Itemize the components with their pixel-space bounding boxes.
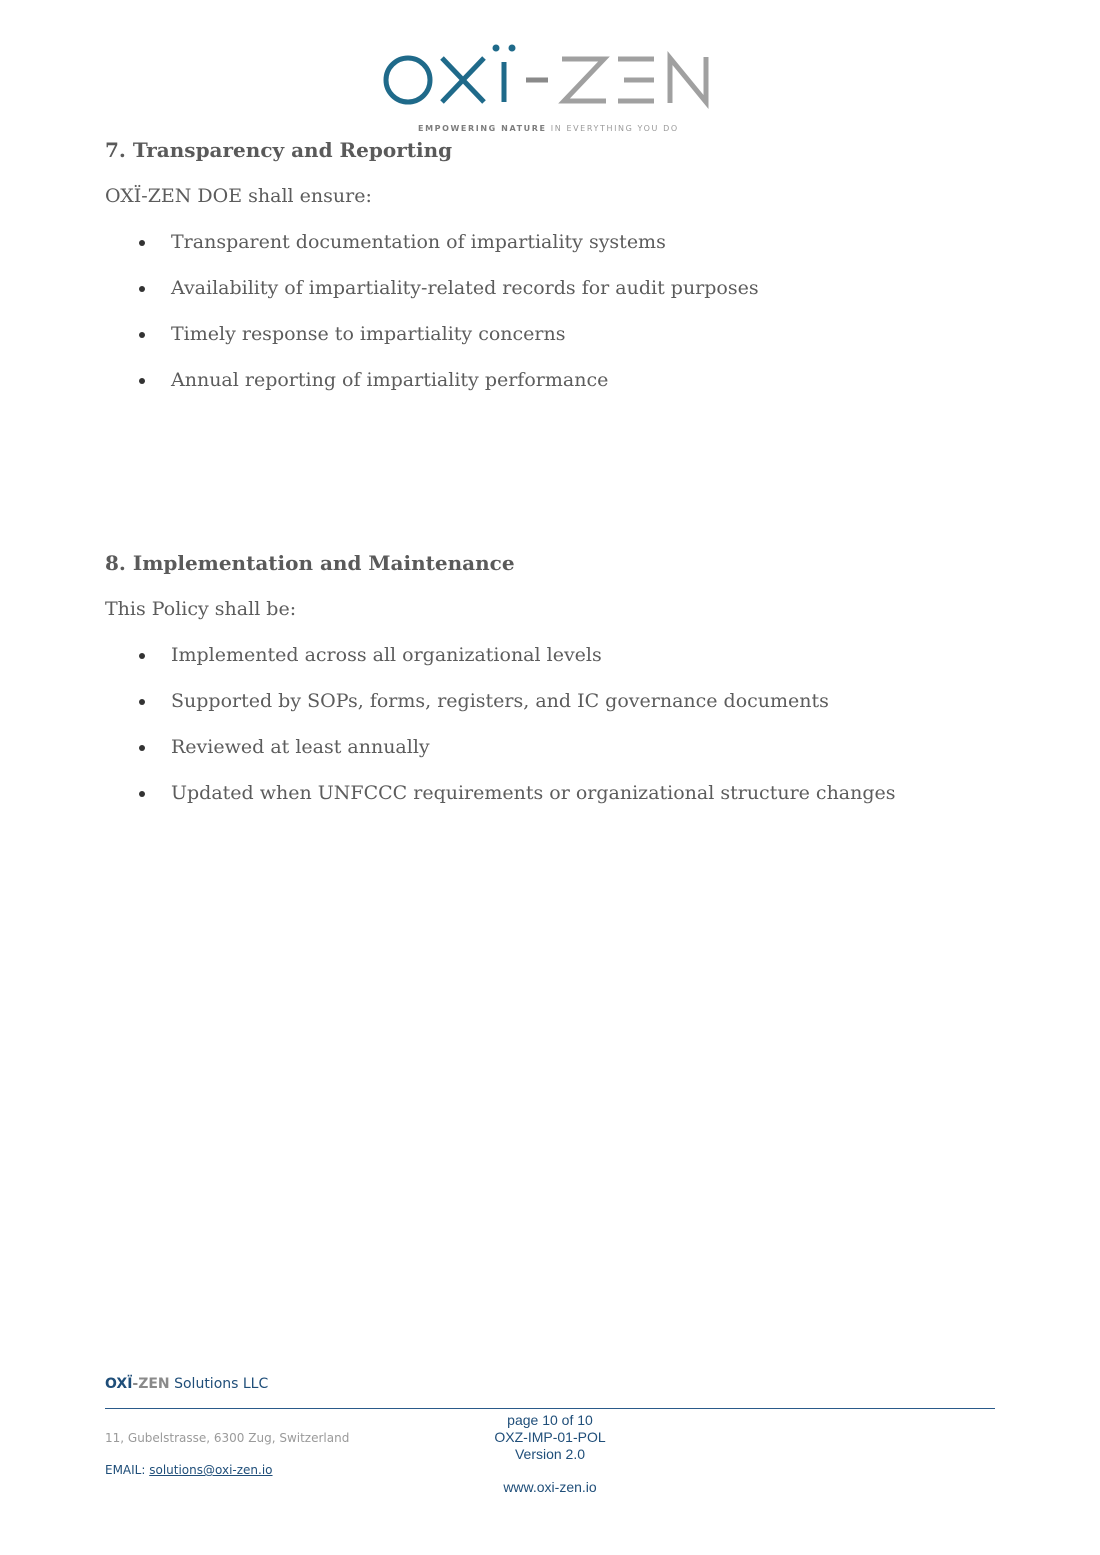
footer-company-name: OXÏ-ZEN Solutions LLC bbox=[105, 1376, 269, 1392]
bullet-list bbox=[105, 642, 1005, 806]
email-link[interactable]: solutions@oxi-zen.io bbox=[149, 1463, 273, 1477]
list-item: Annual reporting of impartiality performance bbox=[105, 367, 1005, 393]
section-heading: 8. Implementation and Maintenance bbox=[105, 551, 515, 575]
bullet-icon bbox=[139, 699, 145, 705]
section-intro: This Policy shall be: bbox=[105, 598, 297, 620]
list-item: Implemented across all organizational levels bbox=[105, 642, 1005, 668]
bullet-icon bbox=[139, 240, 145, 246]
section-intro: OXÏ-ZEN DOE shall ensure: bbox=[105, 185, 372, 207]
footer-doc-info bbox=[450, 1412, 650, 1463]
section-implementation-maintenance bbox=[105, 550, 1005, 826]
list-item: Supported by SOPs, forms, registers, and IC governance documents bbox=[105, 688, 1005, 714]
document-code: OXZ-IMP-01-POL bbox=[494, 1429, 606, 1445]
logo-tagline: EMPOWERING NATURE IN EVERYTHING YOU DO bbox=[418, 124, 679, 133]
footer-divider bbox=[105, 1408, 995, 1409]
page-number: page 10 of 10 bbox=[507, 1412, 593, 1428]
footer-website[interactable]: www.oxi-zen.io bbox=[503, 1479, 597, 1495]
footer-email: EMAIL: solutions@oxi-zen.io bbox=[105, 1463, 273, 1477]
footer-address: 11, Gubelstrasse, 6300 Zug, Switzerland bbox=[105, 1431, 350, 1445]
bullet-icon bbox=[139, 653, 145, 659]
document-version: Version 2.0 bbox=[514, 1446, 586, 1462]
list-item: Availability of impartiality-related records for audit purposes bbox=[105, 275, 1005, 301]
bullet-icon bbox=[139, 286, 145, 292]
section-transparency-reporting bbox=[105, 137, 1005, 413]
list-item: Updated when UNFCCC requirements or organizational structure changes bbox=[105, 780, 1005, 806]
bullet-icon bbox=[139, 745, 145, 751]
bullet-icon bbox=[139, 791, 145, 797]
list-item: Timely response to impartiality concerns bbox=[105, 321, 1005, 347]
bullet-icon bbox=[139, 378, 145, 384]
list-item: Reviewed at least annually bbox=[105, 734, 1005, 760]
bullet-list bbox=[105, 229, 1005, 393]
bullet-icon bbox=[139, 332, 145, 338]
list-item: Transparent documentation of impartiality systems bbox=[105, 229, 1005, 255]
section-heading: 7. Transparency and Reporting bbox=[105, 138, 453, 162]
